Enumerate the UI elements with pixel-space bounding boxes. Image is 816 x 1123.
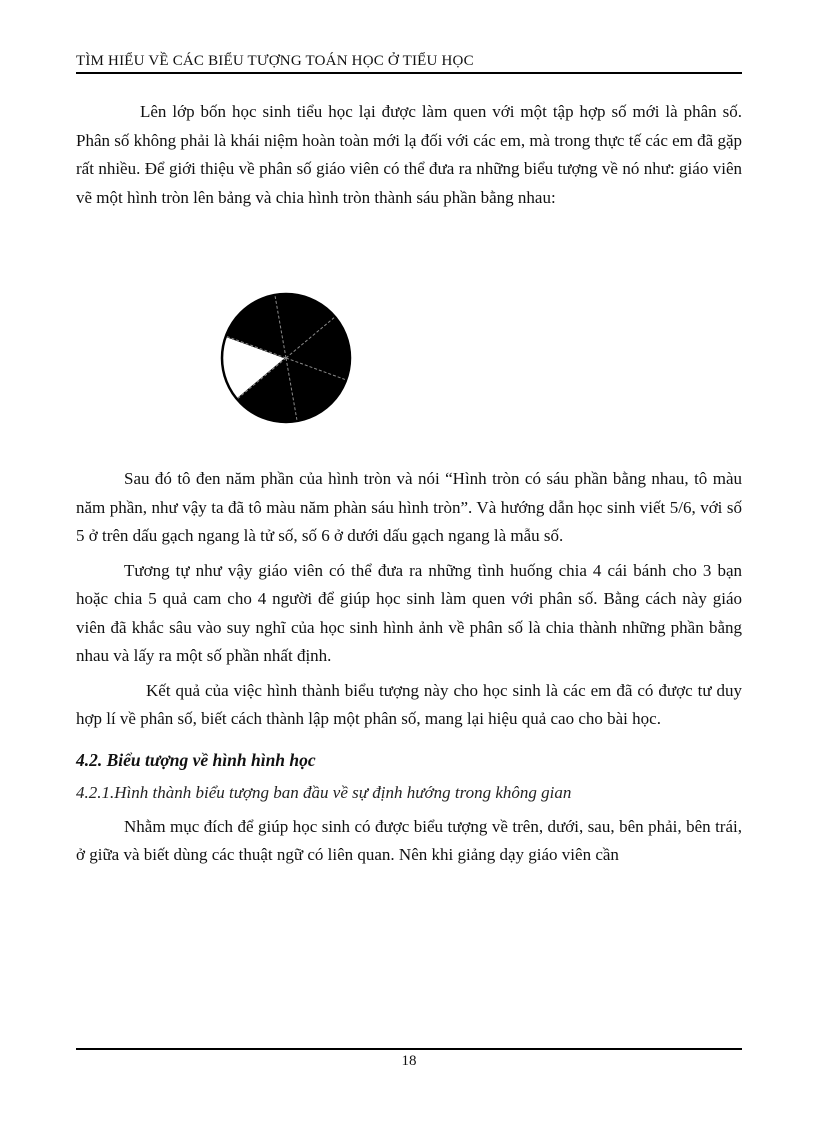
paragraph-examples: Tương tự như vậy giáo viên có thể đưa ra những tình huống chia 4 cái bánh cho 3 bạn hoặc chia 5 quả cam cho 4 người để giúp học sinh làm quen với phân số. Bằng cách này giáo viên đã khắc sâu vào suy nghĩ của học sinh hình ảnh về phân số là chia thành những phần bằng nhau và lấy ra một số phần nhất định. [76, 560, 742, 665]
paragraph-result: Kết quả của việc hình thành biểu tượng này cho học sinh là các em đã có được tư duy hợp lí về phân số, biết cách thành lập một phân số, mang lại hiệu quả cao cho bài học. [76, 680, 742, 728]
section-heading: 4.2. Biểu tượng về hình hình học [76, 749, 316, 770]
fraction-circle-figure [76, 212, 742, 465]
paragraph-shading: Sau đó tô đen năm phần của hình tròn và nói “Hình tròn có sáu phần bằng nhau, tô màu năm phần, như vậy ta đã tô màu năm phàn sáu hình tròn”. Và hướng dẫn học sinh viết 5/6, với số 5 ở trên dấu gạch ngang là tử số, số 6 ở dưới dấu gạch ngang là mẫu số. [76, 469, 742, 545]
running-header [76, 50, 742, 74]
paragraph-intro: Lên lớp bốn học sinh tiểu học lại được làm quen với một tập hợp số mới là phân số. Phân số không phải là khái niệm hoàn toàn mới lạ đối với các em, mà trong thực tế các em đã gặp rất nhiều. Để giới thiệu về phân số giáo viên có thể đưa ra những biểu tượng về nó như: giáo viên vẽ một hình tròn lên bảng và chia hình tròn thành sáu phần bằng nhau: [76, 102, 742, 207]
page-body [76, 98, 742, 870]
fraction-circle [218, 290, 354, 426]
paragraph-orientation: Nhằm mục đích để giúp học sinh có được biểu tượng về trên, dưới, sau, bên phải, bên trái, ở giữa và biết dùng các thuật ngữ có liên quan. Nên khi giảng dạy giáo viên cần [76, 816, 742, 864]
page-number: 18 [401, 1053, 417, 1069]
subsection-heading: 4.2.1.Hình thành biểu tượng ban đầu về sự định hướng trong không gian [76, 782, 572, 802]
running-header-title: TÌM HIỂU VỀ CÁC BIỂU TƯỢNG TOÁN HỌC Ở TIỂU HỌC [76, 53, 474, 69]
